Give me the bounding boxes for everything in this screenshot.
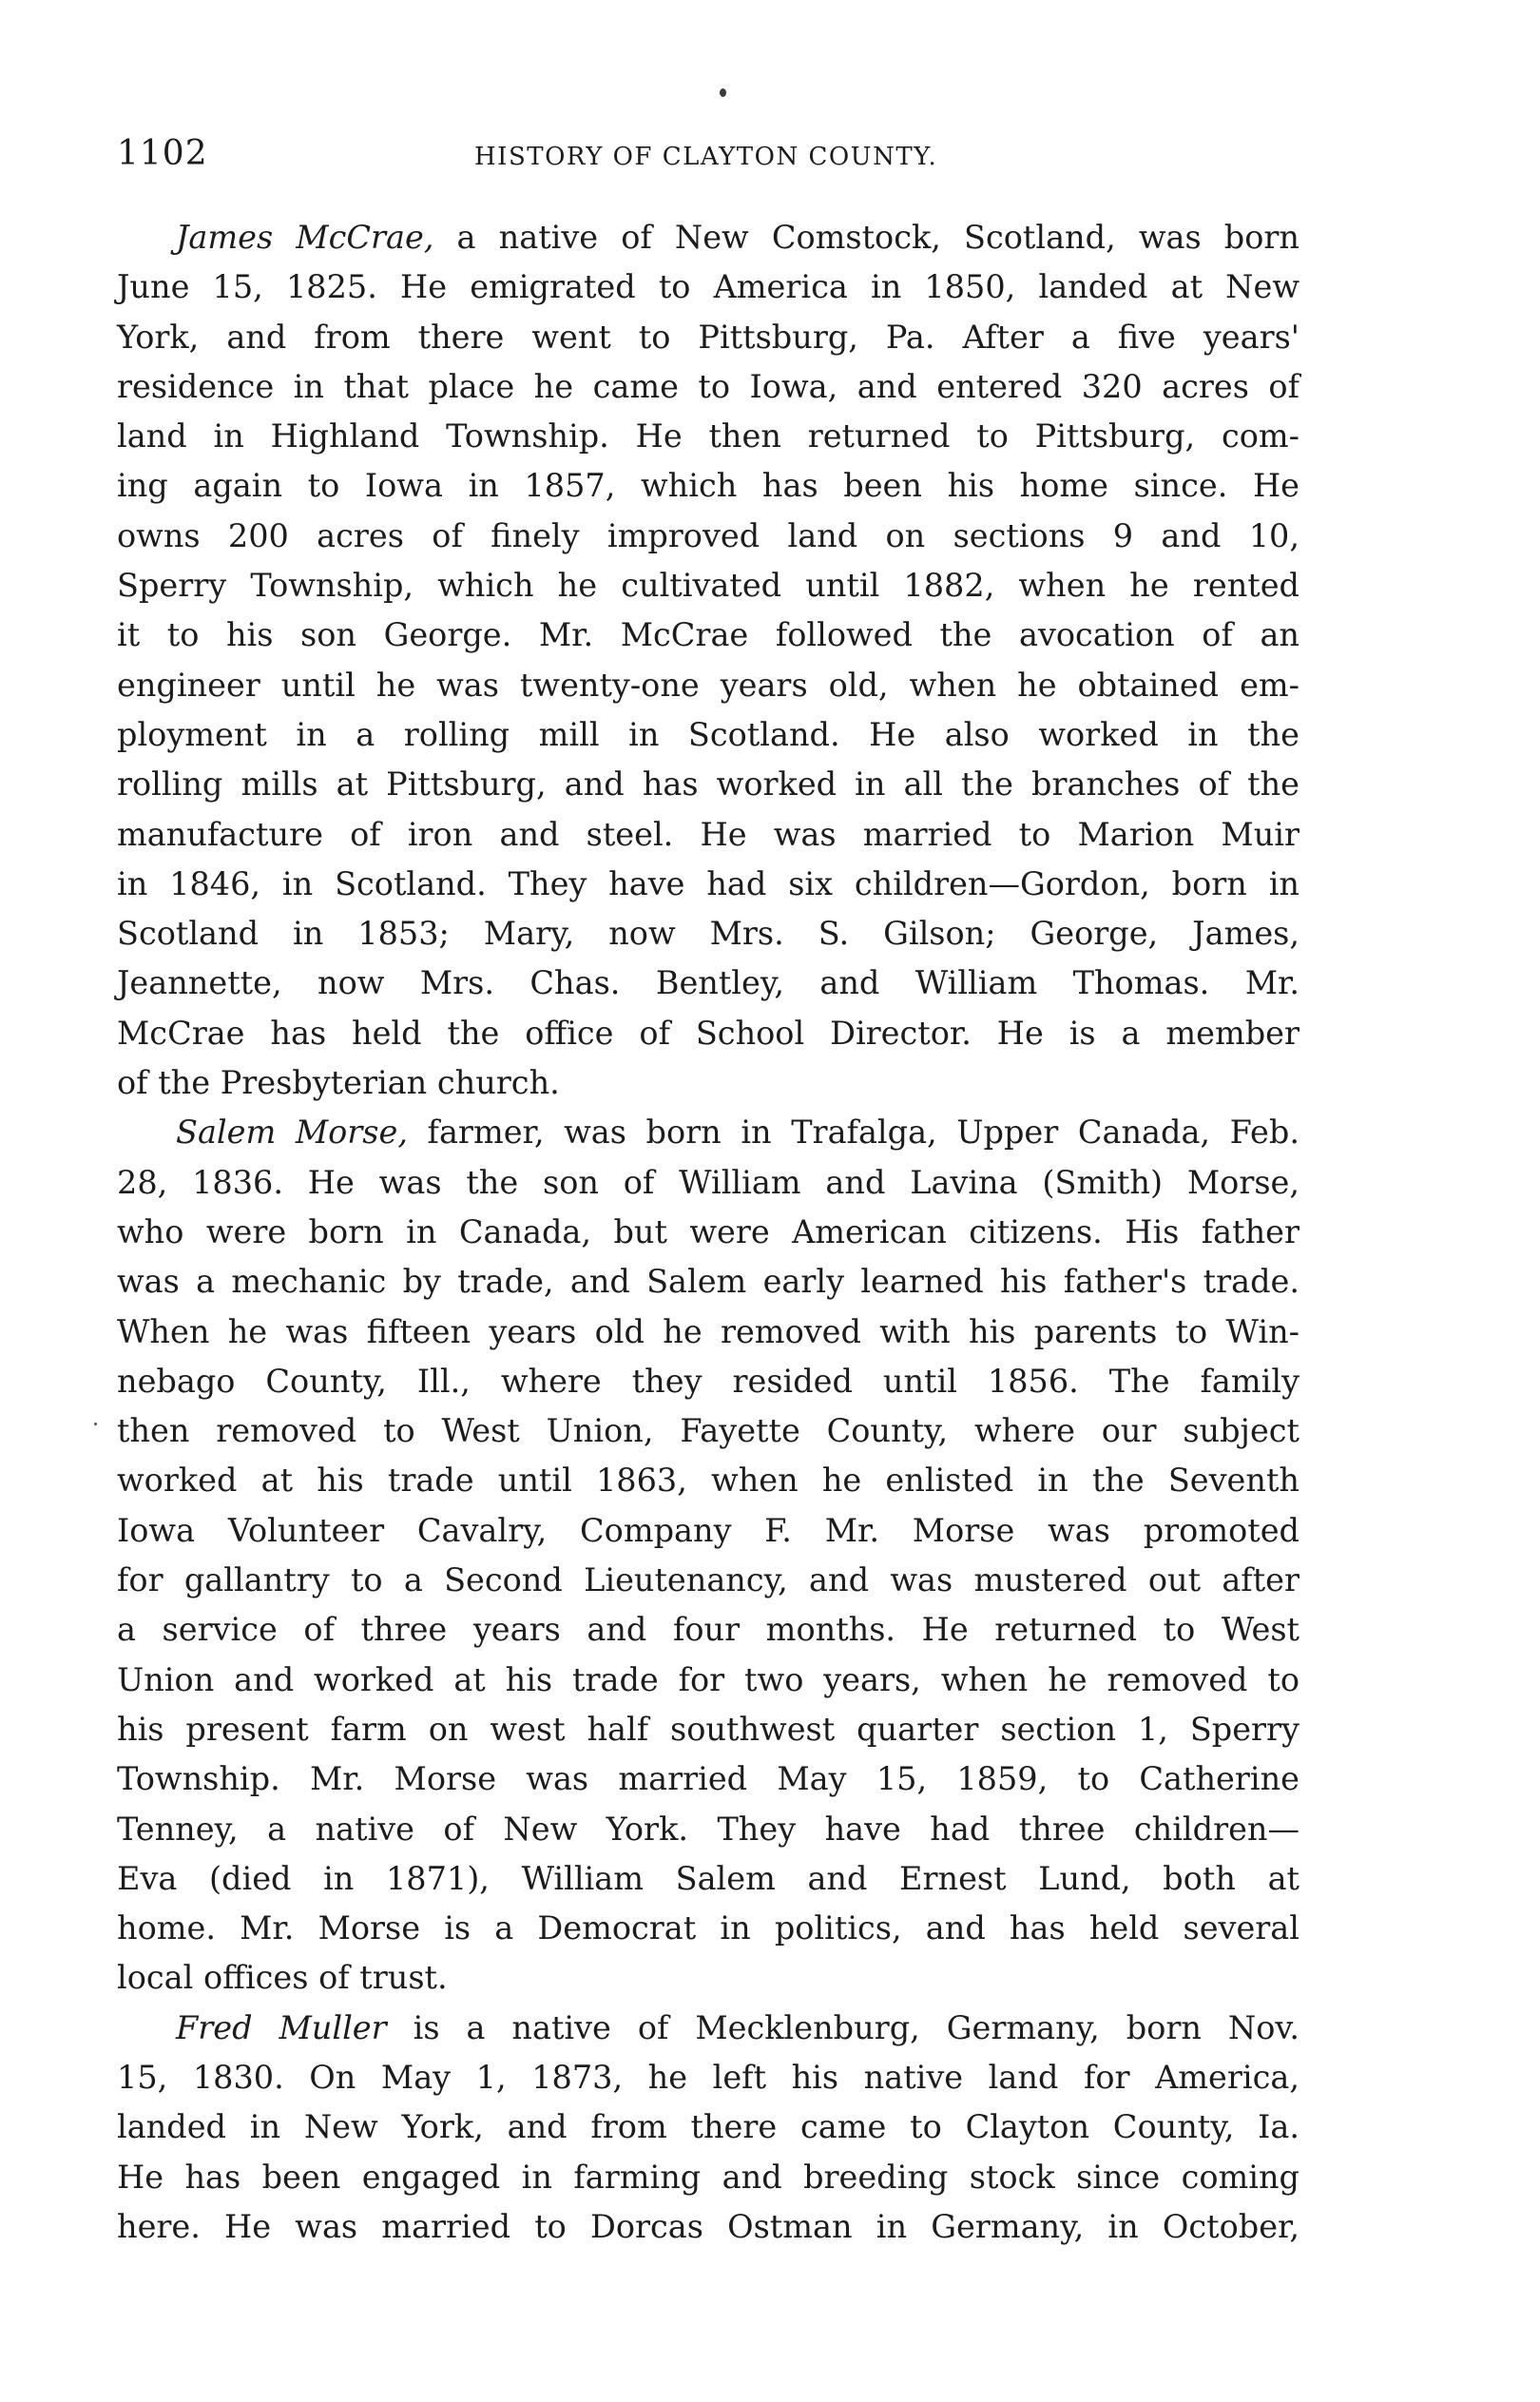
entry-line: in 1846, in Scotland. They have had six children—Gordon, born in bbox=[117, 864, 1299, 902]
entry-line: a native of New Comstock, Scotland, was born bbox=[433, 219, 1299, 256]
entry-name: James McCrae, bbox=[176, 219, 434, 256]
entry-line: manufacture of iron and steel. He was married to Marion Muir bbox=[117, 815, 1299, 853]
ink-speck-margin bbox=[94, 1423, 97, 1425]
entry-line: McCrae has held the office of School Director. He is a member bbox=[117, 1014, 1299, 1052]
entry-line: worked at his trade until 1863, when he enlisted in the Seventh bbox=[117, 1462, 1299, 1500]
running-head: HISTORY OF CLAYTON COUNTY. bbox=[474, 143, 938, 171]
entry-name: Fred Muller bbox=[176, 2008, 387, 2046]
entry-first-line bbox=[117, 1108, 1299, 1157]
entry-line: Township. Mr. Morse was married May 15, 1859, to Catherine bbox=[117, 1760, 1299, 1798]
entry-line: land in Highland Township. He then returned to Pittsburg, com- bbox=[117, 417, 1299, 455]
entry-line: farmer, was born in Trafalga, Upper Canada, Feb. bbox=[407, 1114, 1299, 1152]
entry-line: here. He was married to Dorcas Ostman in Germany, in October, bbox=[117, 2207, 1299, 2245]
entry-line: rolling mills at Pittsburg, and has worked in all the branches of the bbox=[117, 765, 1299, 804]
entry-line: it to his son George. Mr. McCrae followed the avocation of an bbox=[117, 616, 1299, 654]
entry-line: Tenney, a native of New York. They have had three children— bbox=[117, 1810, 1299, 1848]
entry-line: home. Mr. Morse is a Democrat in politics, and has held several bbox=[117, 1909, 1299, 1947]
entry-line: Union and worked at his trade for two years, when he removed to bbox=[117, 1660, 1299, 1698]
entry-line: who were born in Canada, but were American citizens. His father bbox=[117, 1212, 1299, 1250]
biography-entry-salem-morse bbox=[117, 1108, 1299, 2003]
entry-line: York, and from there went to Pittsburg, Pa. After a five years' bbox=[117, 318, 1299, 356]
entry-line: ployment in a rolling mill in Scotland. He also worked in the bbox=[117, 715, 1299, 753]
entry-line: 28, 1836. He was the son of William and Lavina (Smith) Morse, bbox=[117, 1163, 1299, 1201]
entry-line: a service of three years and four months. He returned to West bbox=[117, 1611, 1299, 1649]
entry-line: 15, 1830. On May 1, 1873, he left his native land for America, bbox=[117, 2058, 1299, 2096]
entry-first-line bbox=[117, 2004, 1299, 2053]
biography-entry-james-mccrae bbox=[117, 213, 1299, 1108]
page-header bbox=[117, 135, 1298, 183]
body-text bbox=[117, 213, 1299, 2252]
entry-line: June 15, 1825. He emigrated to America in 1850, landed at New bbox=[117, 268, 1299, 306]
entry-line: is a native of Mecklenburg, Germany, born Nov. bbox=[386, 2008, 1299, 2046]
page-number: 1102 bbox=[117, 134, 208, 173]
entry-line: of the Presbyterian church. bbox=[117, 1064, 560, 1102]
biography-entry-fred-muller bbox=[117, 2004, 1299, 2252]
entry-line: Sperry Township, which he cultivated until 1882, when he rented bbox=[117, 567, 1299, 605]
entry-line: then removed to West Union, Fayette County, where our subject bbox=[117, 1412, 1299, 1450]
entry-line: local offices of trust. bbox=[117, 1959, 448, 1997]
entry-line: When he was fifteen years old he removed with his parents to Win- bbox=[117, 1312, 1299, 1350]
entry-line: He has been engaged in farming and breeding stock since coming bbox=[117, 2158, 1299, 2196]
ink-speck-top bbox=[720, 88, 726, 97]
entry-line: his present farm on west half southwest quarter section 1, Sperry bbox=[117, 1710, 1299, 1748]
entry-line: Iowa Volunteer Cavalry, Company F. Mr. Morse was promoted bbox=[117, 1511, 1299, 1549]
entry-line: landed in New York, and from there came to Clayton County, Ia. bbox=[117, 2108, 1299, 2146]
entry-line: was a mechanic by trade, and Salem early learned his father's trade. bbox=[117, 1263, 1299, 1301]
entry-line: owns 200 acres of finely improved land on sections 9 and 10, bbox=[117, 516, 1299, 554]
entry-line: nebago County, Ill., where they resided until 1856. The family bbox=[117, 1362, 1299, 1400]
entry-line: residence in that place he came to Iowa, and entered 320 acres of bbox=[117, 367, 1299, 405]
entry-line: for gallantry to a Second Lieutenancy, and was mustered out after bbox=[117, 1561, 1299, 1599]
entry-first-line bbox=[117, 213, 1299, 262]
entry-line: Scotland in 1853; Mary, now Mrs. S. Gilson; George, James, bbox=[117, 915, 1299, 953]
entry-line: ing again to Iowa in 1857, which has been his home since. He bbox=[117, 467, 1299, 505]
entry-line: Jeannette, now Mrs. Chas. Bentley, and William Thomas. Mr. bbox=[117, 964, 1299, 1002]
entry-line: Eva (died in 1871), William Salem and Ernest Lund, both at bbox=[117, 1859, 1299, 1897]
entry-name: Salem Morse, bbox=[176, 1114, 408, 1152]
entry-line: engineer until he was twenty-one years old, when he obtained em- bbox=[117, 666, 1299, 704]
